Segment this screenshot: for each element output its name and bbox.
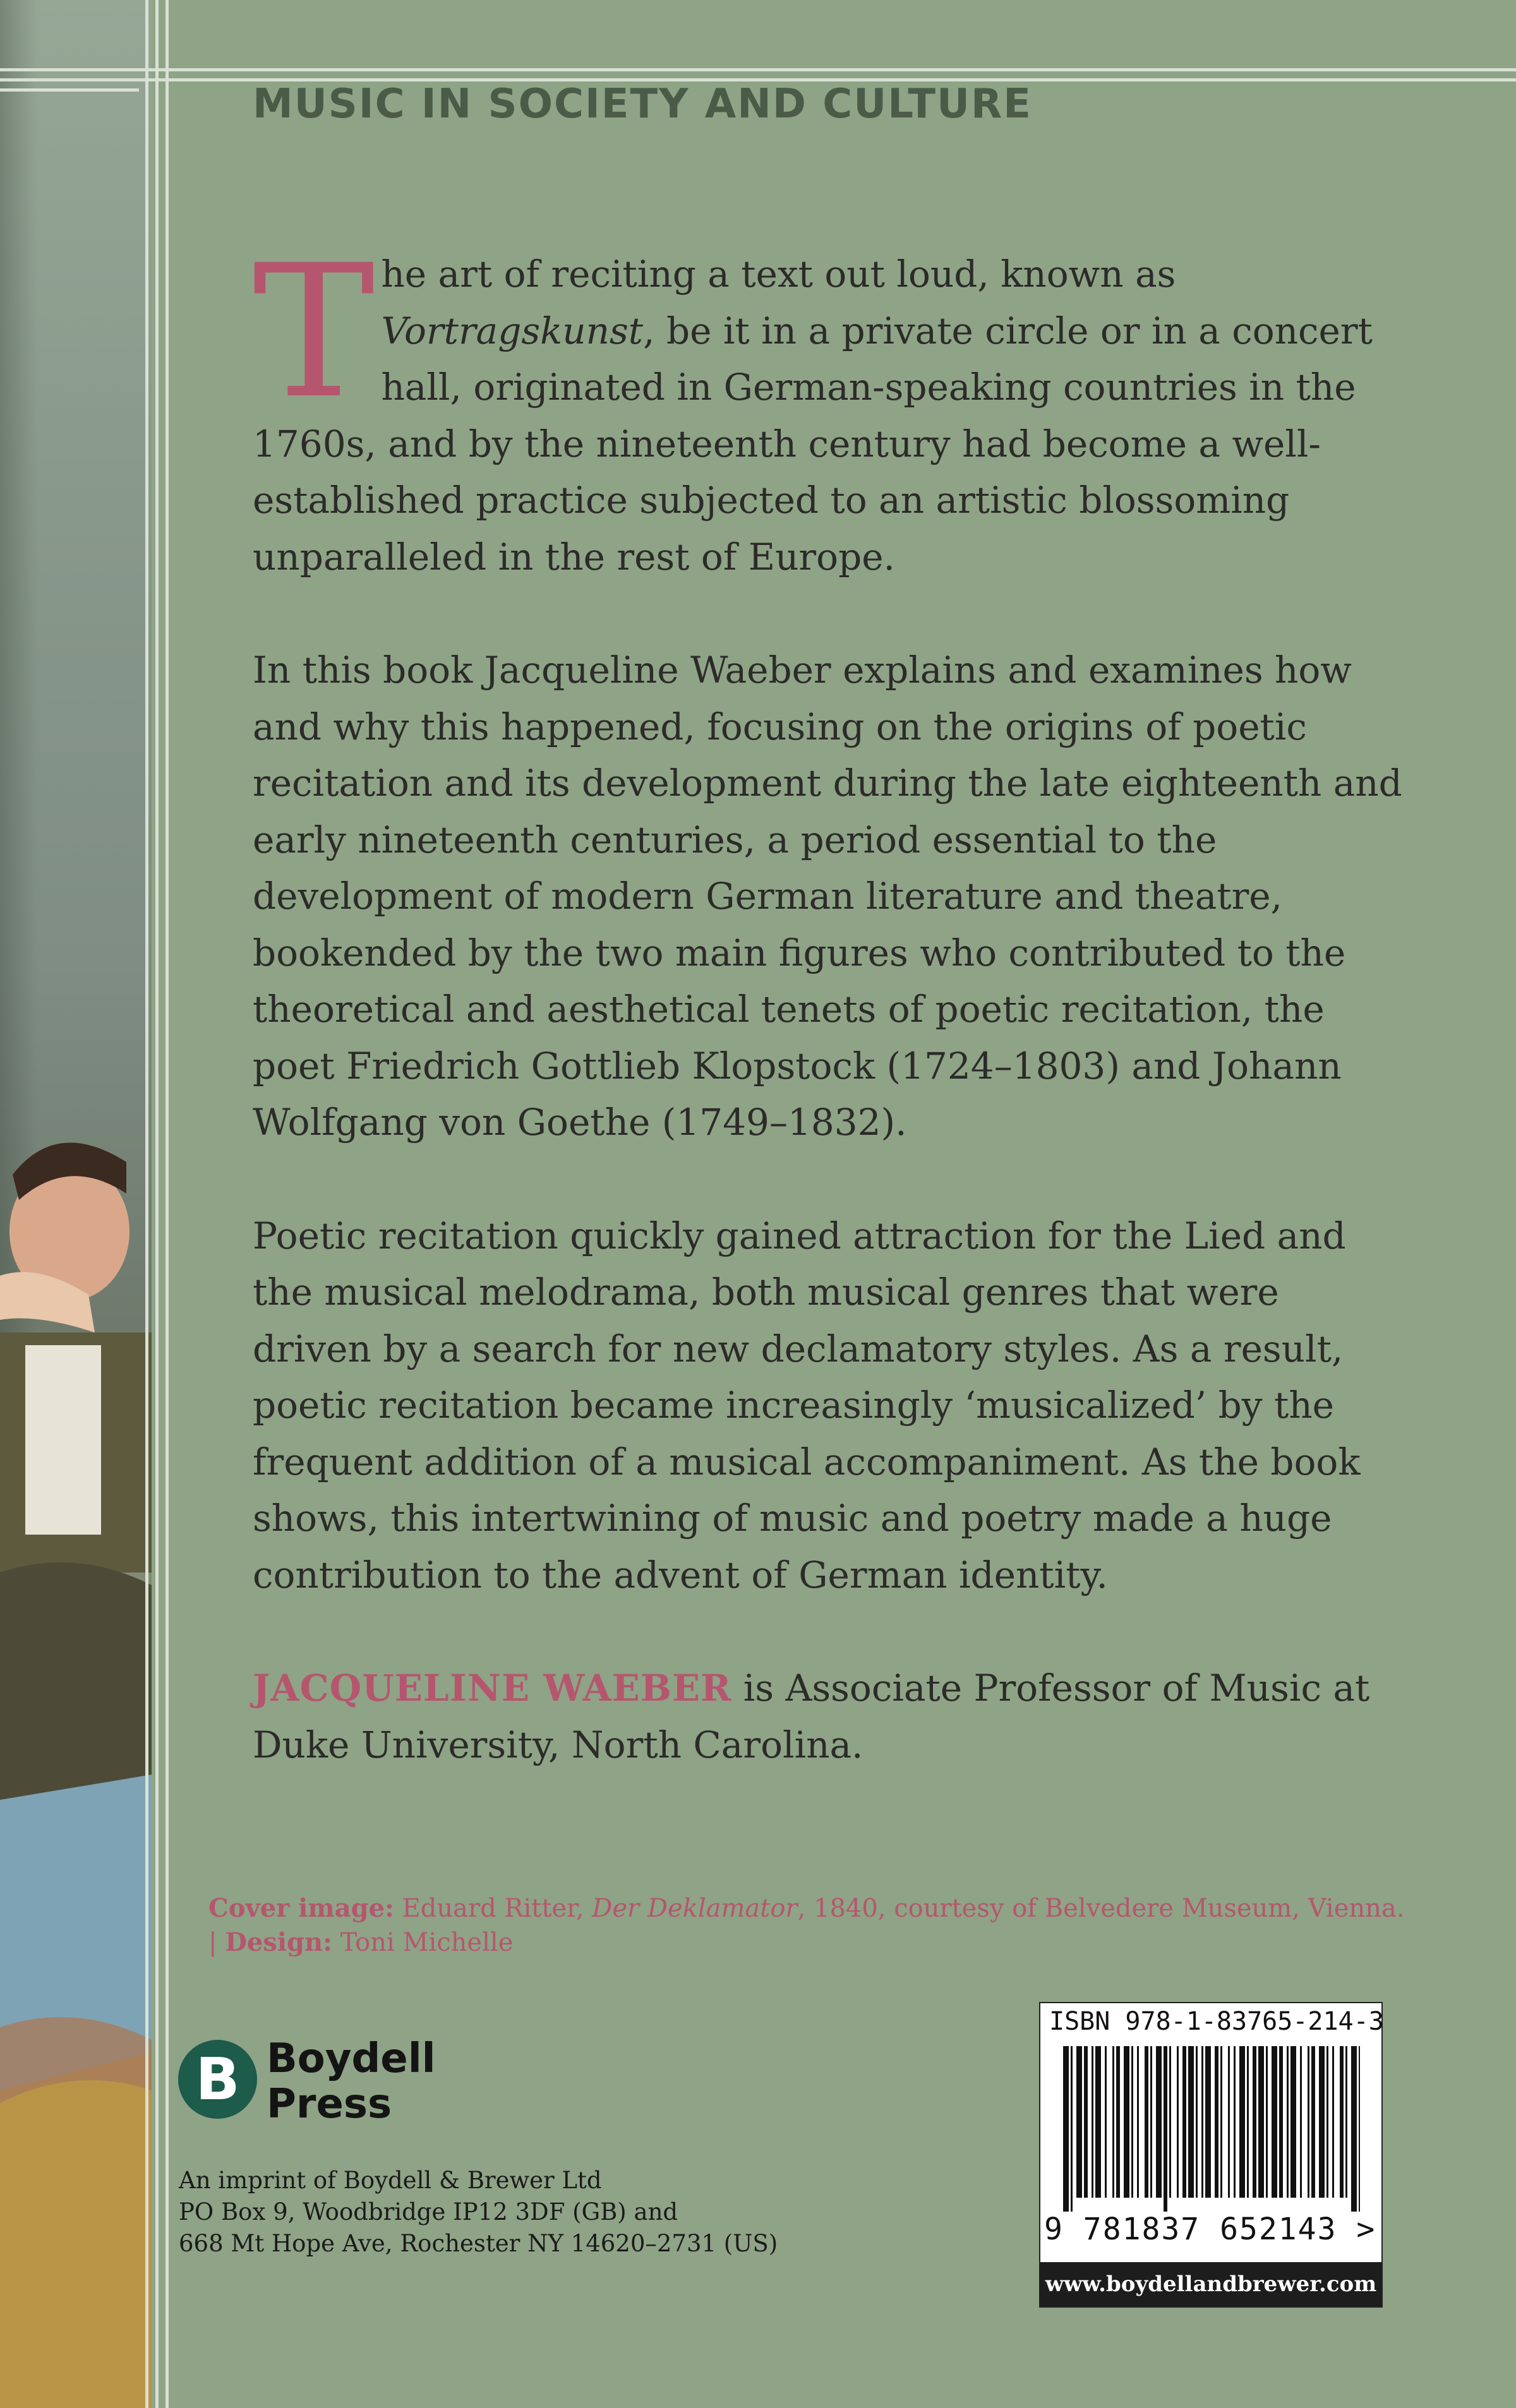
cover-image-text-a: Eduard Ritter, — [394, 1894, 593, 1923]
blurb-p1-text-a: he art of reciting a text out loud, known as — [381, 253, 1176, 296]
design-separator: | — [208, 1928, 226, 1957]
barcode-digits: 9 781837 652143 > — [1044, 2212, 1376, 2247]
frame-line — [165, 0, 169, 2408]
frame-line — [145, 0, 148, 2408]
barcode-bars-icon — [1063, 2046, 1360, 2212]
cover-image-text-b: , 1840, courtesy of Belvedere Museum, Vienna. — [797, 1894, 1405, 1923]
imprint-line: An imprint of Boydell & Brewer Ltd — [179, 2167, 602, 2194]
boydell-logo-icon: B — [178, 2040, 257, 2119]
cover-image-title: Der Deklamator — [592, 1894, 798, 1923]
blurb-text — [253, 226, 1402, 1830]
frame-line — [0, 88, 139, 92]
frame-line — [155, 0, 159, 2408]
blurb-paragraph-3: Poetic recitation quickly gained attraction for the Lied and the musical melodrama, both musical genres that were driven by a search for new declamatory styles. As a result, poetic recitation became increasingly ‘musicalized’ by the frequent addition of a musical accompaniment. As the book shows, this intertwining of music and poetry made a huge contribution to the advent of German identity. — [253, 1214, 1361, 1596]
author-bio — [253, 1660, 1402, 1773]
publisher-name: Boydell Press — [267, 2035, 436, 2128]
author-bio-text: is Associate Professor of Music at Duke University, North Carolina. — [253, 1667, 1370, 1766]
blurb-p1-text-b: , be it in a private circle or in a concert hall, originated in German-speaking countries in the 1760s, and by the nineteenth century had become a well-established practice subjected to an artistic blossoming unparalleled in the rest of Europe. — [253, 309, 1373, 578]
cover-credits — [208, 1891, 1409, 1960]
author-name: JACQUELINE WAEBER — [253, 1667, 732, 1710]
blurb-paragraph-2: In this book Jacqueline Waeber explains and examines how and why this happened, focusing on the origins of poetic recitation and its development during the late eighteenth and early nineteenth centuries, a period essential to the development of modern German literature and theatre, bookended by the two main figures who contributed to the theoretical and aesthetical tenets of poetic recitation, the poet Friedrich Gottlieb Klopstock (1724–1803) and Johann Wolfgang von Goethe (1749–1832). — [253, 649, 1402, 1144]
design-name: Toni Michelle — [332, 1928, 514, 1957]
frame-line — [0, 68, 1516, 71]
series-title: MUSIC IN SOCIETY AND CULTURE — [253, 81, 1032, 128]
blurb-p1-italic: Vortragskunst — [381, 309, 644, 352]
isbn-barcode — [1039, 2002, 1383, 2308]
cover-image-label: Cover image: — [208, 1893, 394, 1923]
isbn-number: ISBN 978-1-83765-214-3 — [1049, 2007, 1384, 2036]
imprint-address — [179, 2165, 778, 2260]
painting-figure-image — [0, 1105, 152, 2408]
cover-painting-strip — [0, 0, 152, 2408]
design-label: Design: — [225, 1927, 332, 1957]
imprint-line: 668 Mt Hope Ave, Rochester NY 14620–2731 (US) — [179, 2230, 778, 2257]
imprint-line: PO Box 9, Woodbridge IP12 3DF (GB) and — [179, 2198, 678, 2225]
publisher-website: www.boydellandbrewer.com — [1040, 2262, 1381, 2306]
blurb-paragraph-1 — [253, 226, 1402, 585]
drop-cap: T — [253, 226, 375, 439]
